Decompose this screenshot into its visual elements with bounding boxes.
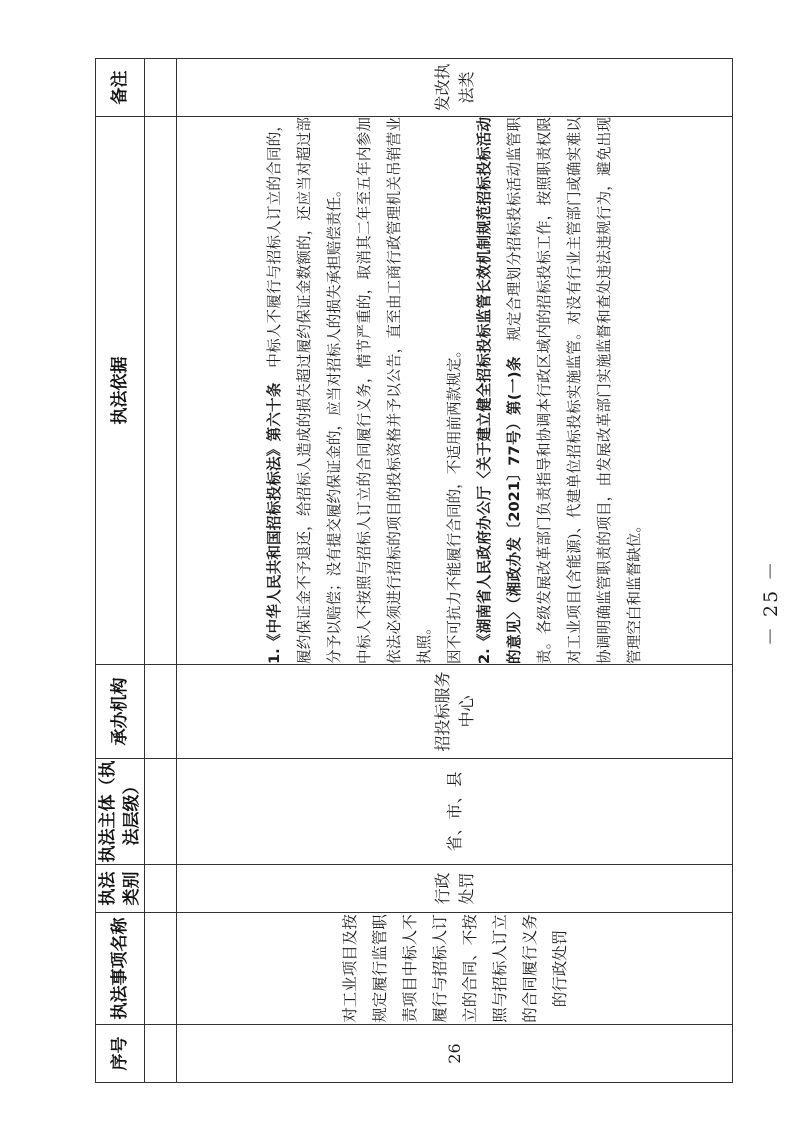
row-subject: 省、市、县 (177, 759, 733, 865)
row-agency: 招投标服务中心 (177, 665, 733, 759)
spacer-cell (145, 665, 177, 759)
basis-item1-title: 1.《中华人民共和国招标投标法》第六十条 (265, 382, 283, 664)
basis-paragraph-2: 中标人不按照与招标人订立的合同履行义务，情节严重的，取消其二年至五年内参加依法必须进行招标的项目的投标资格并予以公告，直至由工商行政管理机关吊销营业执照。 (355, 117, 433, 664)
spacer-cell (145, 117, 177, 665)
enforcement-table (95, 58, 733, 1083)
header-category: 执法类别 (96, 865, 145, 913)
basis-paragraph-1 (260, 117, 350, 664)
basis-text (260, 117, 650, 664)
row-seq: 26 (177, 1025, 733, 1083)
spacer-cell (145, 1025, 177, 1083)
header-item-name: 执法事项名称 (96, 913, 145, 1025)
table-header-row (96, 59, 145, 1083)
table-row (177, 59, 733, 1083)
spacer-cell (145, 865, 177, 913)
basis-paragraph-3: 因不可抗力不能履行合同的，不适用前两款规定。 (445, 342, 463, 664)
row-item-name: 对工业项目及按规定履行监管职责项目中标人不履行与招标人订立的合同、不按照与招标人订立的合同履行义务的行政处罚 (177, 913, 733, 1025)
header-remark: 备注 (96, 59, 145, 117)
basis-item2-text: 规定合理划分招标投标活动监管职责。各级发展改革部门负责指导和协调本行政区域内的招标投标工作，按照职责权限对工业项目(含能源)、代建单位招标投标实施监管。对没有行业主管部门或确实难以协调明确监管职责的项目，由发展改革部门实施监督和查处违法违规行为，避免出现管理空白和监督缺位。 (505, 117, 643, 664)
spacer-cell (145, 759, 177, 865)
basis-item1-text: 中标人不履行与招标人订立的合同的，履约保证金不予退还，给招标人造成的损失超过履约保证金数额的，还应当对超过部分予以赔偿；没有提交履约保证金的，应当对招标人的损失承担赔偿责任。 (265, 117, 343, 664)
basis-item2-title: 2.《湖南省人民政府办公厅〈关于建立健全招标投标监管长效机制规范招标投标活动的意见〉（湘政办发〔2021〕77号）第(一)条 (475, 117, 523, 664)
page-number: － 25 － (760, 559, 782, 646)
spacer-cell (145, 59, 177, 117)
header-subject: 执法主体（执法层级） (96, 759, 145, 865)
row-remark: 发改执法类 (177, 59, 733, 117)
header-seq: 序号 (96, 1025, 145, 1083)
row-category: 行政处罚 (177, 865, 733, 913)
basis-paragraph-4 (470, 117, 650, 664)
header-basis: 执法依据 (96, 117, 145, 665)
header-agency: 承办机构 (96, 665, 145, 759)
spacer-cell (145, 913, 177, 1025)
row-basis (177, 117, 733, 665)
table-spacer-row (145, 59, 177, 1083)
